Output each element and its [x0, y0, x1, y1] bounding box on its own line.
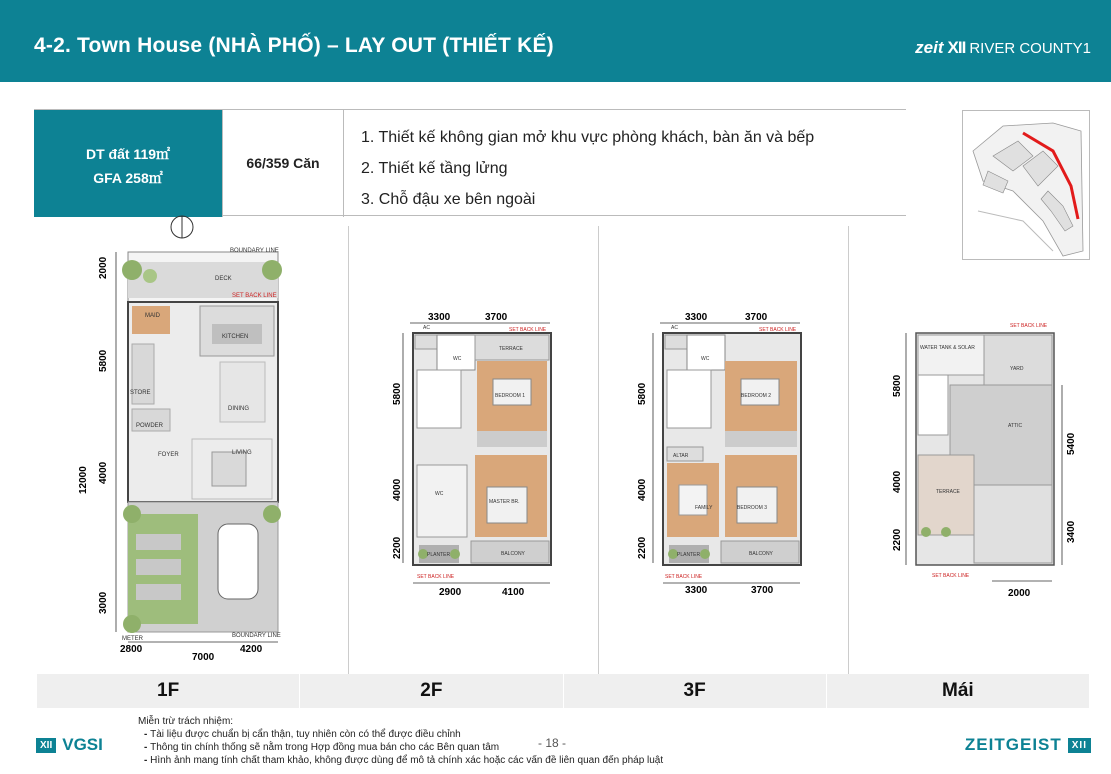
dim-label: 2000: [98, 256, 109, 279]
note-setback: SET BACK LINE: [417, 574, 455, 580]
room-label: MAID: [145, 313, 160, 319]
unit-count: 66/359 Căn: [222, 110, 344, 217]
xii-badge: XII: [36, 738, 56, 753]
feature-item: 1. Thiết kế không gian mở khu vực phòng khách, bàn ăn và bếp: [361, 129, 815, 146]
room-label: KITCHEN: [222, 334, 249, 340]
room-label: BEDROOM 1: [495, 393, 526, 399]
room-label: WATER TANK & SOLAR: [920, 345, 975, 351]
room-label: LIVING: [232, 450, 252, 456]
room-label: AC: [423, 325, 430, 331]
dim-label: 12000: [78, 466, 89, 494]
gfa: GFA 258㎡: [93, 170, 163, 186]
dim-label: 2200: [892, 528, 903, 551]
zeitgeist-text: ZEITGEIST: [964, 735, 1062, 754]
room-label: PLANTER: [677, 552, 701, 558]
room-label: BALCONY: [749, 551, 773, 557]
dim-label: 5800: [392, 382, 403, 405]
dim-label: 3700: [485, 312, 508, 323]
floor-plan-2f: [375, 305, 575, 600]
floor-label-1f: 1F: [37, 674, 300, 708]
floor-plan-1f: [70, 214, 300, 669]
header-bar: [0, 0, 1111, 82]
dim-label: 2900: [439, 587, 462, 598]
dim-label: 4000: [98, 461, 109, 484]
feature-item: 2. Thiết kế tầng lửng: [361, 160, 508, 177]
disclaimer-item: - Tài liệu được chuẩn bị cẩn thận, tuy nhiên còn có thể được điều chỉnh: [144, 728, 663, 741]
note-boundary: BOUNDARY LINE: [230, 248, 279, 254]
note-setback: SET BACK LINE: [509, 327, 547, 333]
room-label: WC: [435, 491, 444, 497]
dim-label: 2000: [1008, 588, 1031, 599]
vgsi-logo: [36, 735, 103, 755]
disclaimer-title: Miễn trừ trách nhiệm:: [138, 716, 234, 727]
brand-logo: [915, 38, 1091, 58]
floor-labels-bar: [37, 674, 1090, 708]
disclaimer-item: - Thông tin chính thống sẽ nằm trong Hợp đồng mua bán cho các Bên quan tâm: [144, 741, 663, 754]
feature-item: 3. Chỗ đậu xe bên ngoài: [361, 191, 536, 208]
room-label: POWDER: [136, 423, 163, 429]
room-label: STORE: [130, 390, 151, 396]
room-label: BEDROOM 2: [741, 393, 772, 399]
page-title: 4-2. Town House (NHÀ PHỐ) – LAY OUT (THIẾT KẾ): [34, 34, 554, 57]
room-label: WC: [453, 356, 462, 362]
room-label: BALCONY: [501, 551, 525, 557]
dim-label: 4100: [502, 587, 525, 598]
dim-label: 3000: [98, 591, 109, 614]
note-setback: SET BACK LINE: [932, 573, 970, 579]
floor-label-3f: 3F: [564, 674, 827, 708]
room-label: TERRACE: [936, 489, 960, 495]
room-label: FAMILY: [695, 505, 713, 511]
room-label: DECK: [215, 276, 232, 282]
divider: [598, 226, 599, 676]
dim-label: 3700: [745, 312, 768, 323]
dim-label: 2800: [120, 644, 143, 655]
dim-label: 5800: [637, 382, 648, 405]
dim-label: 3700: [751, 585, 774, 596]
page-number: - 18 -: [538, 736, 567, 750]
note-boundary: BOUNDARY LINE: [232, 633, 281, 639]
brand-xii: XII: [947, 38, 966, 57]
dim-label: 5800: [98, 349, 109, 372]
note-setback: SET BACK LINE: [232, 293, 277, 299]
note-setback: SET BACK LINE: [1010, 323, 1048, 329]
dim-label: 4000: [637, 478, 648, 501]
zeitgeist-logo: [965, 735, 1091, 755]
floor-label-roof: Mái: [827, 674, 1090, 708]
site-minimap: [962, 110, 1090, 260]
dim-label: 3300: [685, 312, 708, 323]
xii-badge: XII: [1068, 738, 1091, 753]
disclaimer: [138, 715, 663, 767]
room-label: YARD: [1010, 366, 1024, 372]
dim-label: 3400: [1066, 520, 1077, 543]
room-label: MASTER BR.: [489, 499, 520, 505]
disclaimer-item: - Hình ảnh mang tính chất tham khảo, không được dùng để mô tả chính xác hoặc các vấn đề liên quan đến pháp luật: [144, 754, 663, 767]
divider: [348, 226, 349, 676]
room-label: FOYER: [158, 452, 179, 458]
divider: [848, 226, 849, 676]
land-area: DT đất 119㎡: [85, 146, 171, 162]
dim-label: 7000: [192, 652, 215, 663]
brand-name: RIVER COUNTY1: [969, 39, 1091, 57]
room-label: WC: [701, 356, 710, 362]
dim-label: 5800: [892, 374, 903, 397]
dim-label: 4000: [892, 470, 903, 493]
room-label: AC: [671, 325, 678, 331]
floor-plan-roof: [880, 315, 1085, 605]
note-setback: SET BACK LINE: [665, 574, 703, 580]
room-label: ATTIC: [1008, 423, 1023, 429]
floor-plan-3f: [625, 305, 825, 600]
vgsi-text: VGSI: [62, 735, 103, 754]
feature-list: [361, 122, 814, 215]
area-box: [34, 110, 222, 217]
room-label: ALTAR: [673, 453, 689, 459]
note-meter: METER: [122, 636, 143, 642]
dim-label: 3300: [428, 312, 451, 323]
dim-label: 4200: [240, 644, 263, 655]
dim-label: 2200: [637, 536, 648, 559]
floor-label-2f: 2F: [300, 674, 563, 708]
room-label: TERRACE: [499, 346, 523, 352]
dim-label: 3300: [685, 585, 708, 596]
dim-label: 2200: [392, 536, 403, 559]
dim-label: 4000: [392, 478, 403, 501]
note-setback: SET BACK LINE: [759, 327, 797, 333]
dim-label: 5400: [1066, 432, 1077, 455]
room-label: BEDROOM 3: [737, 505, 768, 511]
brand-zeit: zeit: [915, 38, 944, 57]
room-label: DINING: [228, 406, 249, 412]
info-row: [34, 109, 906, 216]
room-label: PLANTER: [427, 552, 451, 558]
